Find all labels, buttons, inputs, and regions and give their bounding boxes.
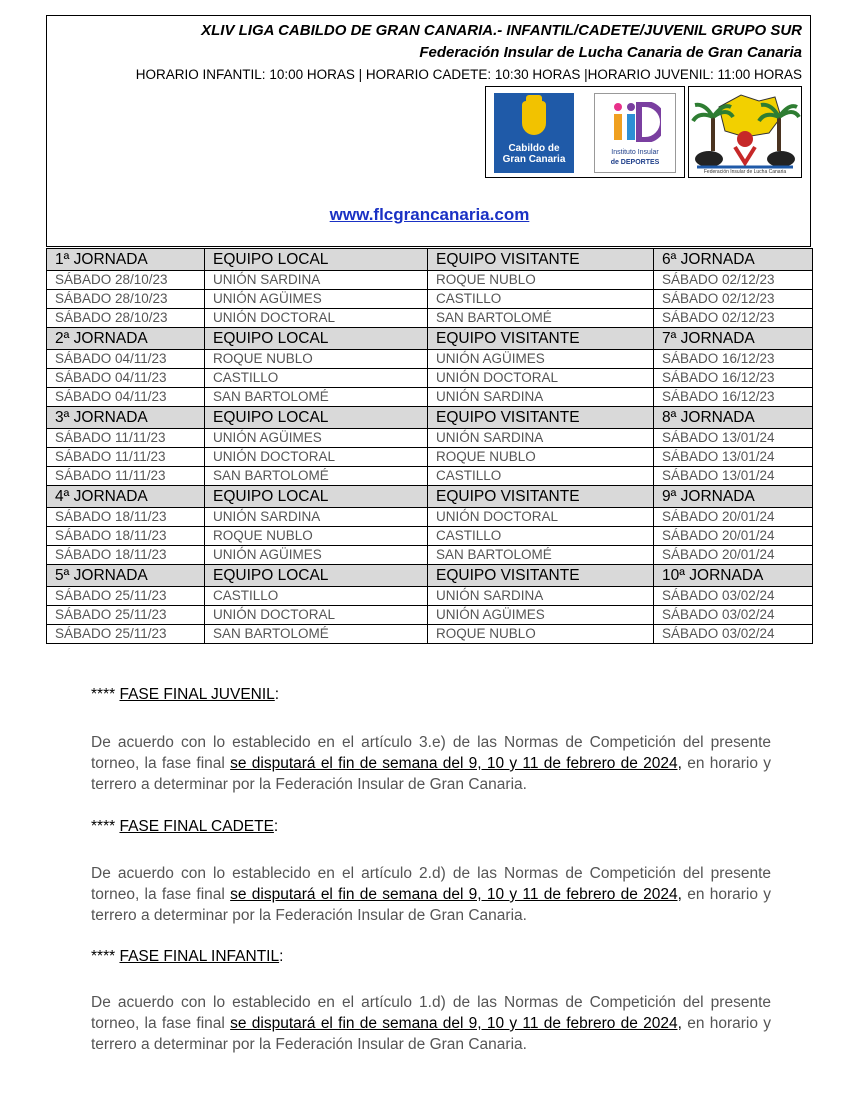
match-visitante: UNIÓN SARDINA xyxy=(428,587,654,606)
match-local: ROQUE NUBLO xyxy=(205,527,428,546)
col-equipo-visitante: EQUIPO VISITANTE xyxy=(428,249,654,271)
iid-logo-line2: de DEPORTES xyxy=(610,159,660,166)
header-box xyxy=(46,15,811,247)
match-local: UNIÓN SARDINA xyxy=(205,271,428,290)
col-equipo-local: EQUIPO LOCAL xyxy=(205,486,428,508)
match-date-return: SÁBADO 20/01/24 xyxy=(654,508,813,527)
flc-logo-text: Federación Insular de Lucha Canaria xyxy=(703,169,787,175)
match-local: CASTILLO xyxy=(205,369,428,388)
match-date-return: SÁBADO 13/01/24 xyxy=(654,429,813,448)
match-visitante: CASTILLO xyxy=(428,467,654,486)
match-visitante: UNIÓN DOCTORAL xyxy=(428,508,654,527)
match-local: SAN BARTOLOMÉ xyxy=(205,388,428,407)
jornada-ida: 2ª JORNADA xyxy=(47,328,205,350)
match-local: UNIÓN AGÜIMES xyxy=(205,546,428,565)
flc-logo xyxy=(688,86,802,178)
section-heading xyxy=(91,818,278,836)
match-local: UNIÓN DOCTORAL xyxy=(205,309,428,328)
match-visitante: SAN BARTOLOMÉ xyxy=(428,309,654,328)
match-row xyxy=(47,587,813,606)
match-row xyxy=(47,625,813,644)
section-colon: : xyxy=(274,686,280,703)
match-visitante: UNIÓN DOCTORAL xyxy=(428,369,654,388)
match-row xyxy=(47,309,813,328)
match-visitante: UNIÓN AGÜIMES xyxy=(428,350,654,369)
col-equipo-visitante: EQUIPO VISITANTE xyxy=(428,565,654,587)
match-visitante: SAN BARTOLOMÉ xyxy=(428,546,654,565)
section-stars: **** xyxy=(91,818,116,835)
match-visitante: UNIÓN SARDINA xyxy=(428,429,654,448)
jornada-vuelta: 9ª JORNADA xyxy=(654,486,813,508)
match-date-return: SÁBADO 02/12/23 xyxy=(654,309,813,328)
paragraph-text: De acuerdo con lo establecido en el artículo 3.e) de las Normas de Competición del presente torneo, la fase final xyxy=(91,734,771,772)
match-date: SÁBADO 28/10/23 xyxy=(47,271,205,290)
match-date: SÁBADO 25/11/23 xyxy=(47,587,205,606)
section-colon: : xyxy=(273,818,279,835)
section-stars: **** xyxy=(91,948,116,965)
match-visitante: UNIÓN SARDINA xyxy=(428,388,654,407)
match-local: UNIÓN AGÜIMES xyxy=(205,290,428,309)
match-date-return: SÁBADO 02/12/23 xyxy=(654,290,813,309)
match-local: ROQUE NUBLO xyxy=(205,350,428,369)
jornada-vuelta: 8ª JORNADA xyxy=(654,407,813,429)
match-date-return: SÁBADO 20/01/24 xyxy=(654,546,813,565)
section-paragraph xyxy=(91,732,771,795)
jornada-header-row xyxy=(47,565,813,587)
jornada-header-row xyxy=(47,407,813,429)
sponsor-logos xyxy=(485,86,685,178)
paragraph-text-end: en horario y terrero a determinar por la Federación Insular de Gran Canaria. xyxy=(91,886,771,924)
jornada-vuelta: 7ª JORNADA xyxy=(654,328,813,350)
jornada-vuelta: 6ª JORNADA xyxy=(654,249,813,271)
match-date-return: SÁBADO 02/12/23 xyxy=(654,271,813,290)
match-row xyxy=(47,290,813,309)
match-row xyxy=(47,448,813,467)
match-visitante: ROQUE NUBLO xyxy=(428,448,654,467)
paragraph-date-text: se disputará el fin de semana del 9, 10 y 11 de febrero de 2024, xyxy=(230,755,682,772)
match-row xyxy=(47,388,813,407)
match-local: CASTILLO xyxy=(205,587,428,606)
cabildo-logo-line2: Gran Canaria xyxy=(502,154,566,165)
match-visitante: ROQUE NUBLO xyxy=(428,271,654,290)
jornada-vuelta: 10ª JORNADA xyxy=(654,565,813,587)
match-row xyxy=(47,350,813,369)
match-local: SAN BARTOLOMÉ xyxy=(205,625,428,644)
match-row xyxy=(47,606,813,625)
col-equipo-local: EQUIPO LOCAL xyxy=(205,328,428,350)
match-row xyxy=(47,508,813,527)
match-date-return: SÁBADO 03/02/24 xyxy=(654,587,813,606)
col-equipo-local: EQUIPO LOCAL xyxy=(205,249,428,271)
match-date-return: SÁBADO 16/12/23 xyxy=(654,369,813,388)
section-title: FASE FINAL JUVENIL xyxy=(119,686,275,703)
match-date: SÁBADO 11/11/23 xyxy=(47,429,205,448)
paragraph-date-text: se disputará el fin de semana del 9, 10 y 11 de febrero de 2024, xyxy=(230,1015,682,1032)
match-date-return: SÁBADO 03/02/24 xyxy=(654,625,813,644)
paragraph-text: De acuerdo con lo establecido en el artículo 2.d) de las Normas de Competición del presente torneo, la fase final xyxy=(91,865,771,903)
match-date: SÁBADO 11/11/23 xyxy=(47,467,205,486)
section-paragraph xyxy=(91,863,771,926)
match-row xyxy=(47,429,813,448)
cabildo-logo-line1: Cabildo de xyxy=(508,143,560,154)
section-title: FASE FINAL INFANTIL xyxy=(119,948,280,965)
match-date-return: SÁBADO 16/12/23 xyxy=(654,350,813,369)
league-title: XLIV LIGA CABILDO DE GRAN CANARIA.- INFANTIL/CADETE/JUVENIL GRUPO SUR xyxy=(201,22,802,39)
match-date-return: SÁBADO 13/01/24 xyxy=(654,467,813,486)
flc-emblem-icon xyxy=(689,87,801,177)
match-local: UNIÓN SARDINA xyxy=(205,508,428,527)
schedule-times: HORARIO INFANTIL: 10:00 HORAS | HORARIO CADETE: 10:30 HORAS |HORARIO JUVENIL: 11:00 HORAS xyxy=(135,67,802,82)
section-heading xyxy=(91,686,279,704)
match-date-return: SÁBADO 13/01/24 xyxy=(654,448,813,467)
match-visitante: CASTILLO xyxy=(428,290,654,309)
match-date: SÁBADO 04/11/23 xyxy=(47,369,205,388)
match-row xyxy=(47,546,813,565)
match-date: SÁBADO 25/11/23 xyxy=(47,625,205,644)
match-date: SÁBADO 18/11/23 xyxy=(47,508,205,527)
col-equipo-visitante: EQUIPO VISITANTE xyxy=(428,486,654,508)
jornada-ida: 3ª JORNADA xyxy=(47,407,205,429)
match-date: SÁBADO 28/10/23 xyxy=(47,290,205,309)
section-stars: **** xyxy=(91,686,116,703)
fixtures-table xyxy=(46,248,813,644)
jornada-ida: 5ª JORNADA xyxy=(47,565,205,587)
match-date-return: SÁBADO 20/01/24 xyxy=(654,527,813,546)
match-date: SÁBADO 04/11/23 xyxy=(47,350,205,369)
crest-icon xyxy=(522,101,546,135)
match-date: SÁBADO 04/11/23 xyxy=(47,388,205,407)
match-date-return: SÁBADO 16/12/23 xyxy=(654,388,813,407)
match-local: SAN BARTOLOMÉ xyxy=(205,467,428,486)
match-date-return: SÁBADO 03/02/24 xyxy=(654,606,813,625)
match-visitante: CASTILLO xyxy=(428,527,654,546)
match-date: SÁBADO 11/11/23 xyxy=(47,448,205,467)
jornada-ida: 1ª JORNADA xyxy=(47,249,205,271)
col-equipo-visitante: EQUIPO VISITANTE xyxy=(428,328,654,350)
section-title: FASE FINAL CADETE xyxy=(119,818,274,835)
match-row xyxy=(47,467,813,486)
federation-title: Federación Insular de Lucha Canaria de Gran Canaria xyxy=(419,44,802,61)
section-paragraph xyxy=(91,992,771,1055)
iid-icon xyxy=(609,102,661,142)
col-equipo-local: EQUIPO LOCAL xyxy=(205,565,428,587)
iid-logo-line1: Instituto Insular xyxy=(611,149,659,156)
match-date: SÁBADO 18/11/23 xyxy=(47,546,205,565)
match-local: UNIÓN DOCTORAL xyxy=(205,448,428,467)
paragraph-date-text: se disputará el fin de semana del 9, 10 y 11 de febrero de 2024, xyxy=(230,886,682,903)
col-equipo-local: EQUIPO LOCAL xyxy=(205,407,428,429)
jornada-header-row xyxy=(47,328,813,350)
paragraph-text: De acuerdo con lo establecido en el artículo 1.d) de las Normas de Competición del presente torneo, la fase final xyxy=(91,994,771,1032)
match-date: SÁBADO 25/11/23 xyxy=(47,606,205,625)
iid-logo xyxy=(594,93,676,173)
cabildo-logo xyxy=(494,93,574,173)
jornada-header-row xyxy=(47,249,813,271)
match-date: SÁBADO 18/11/23 xyxy=(47,527,205,546)
match-local: UNIÓN AGÜIMES xyxy=(205,429,428,448)
match-visitante: ROQUE NUBLO xyxy=(428,625,654,644)
match-visitante: UNIÓN AGÜIMES xyxy=(428,606,654,625)
website-link[interactable]: www.flcgrancanaria.com xyxy=(329,205,530,224)
section-colon: : xyxy=(279,948,284,965)
match-row xyxy=(47,527,813,546)
match-row xyxy=(47,369,813,388)
section-heading xyxy=(91,948,283,966)
match-date: SÁBADO 28/10/23 xyxy=(47,309,205,328)
paragraph-text-end: en horario y terrero a determinar por la Federación Insular de Gran Canaria. xyxy=(91,755,771,793)
match-row xyxy=(47,271,813,290)
jornada-header-row xyxy=(47,486,813,508)
match-local: UNIÓN DOCTORAL xyxy=(205,606,428,625)
jornada-ida: 4ª JORNADA xyxy=(47,486,205,508)
paragraph-text-end: en horario y terrero a determinar por la Federación Insular de Gran Canaria. xyxy=(91,1015,771,1053)
col-equipo-visitante: EQUIPO VISITANTE xyxy=(428,407,654,429)
